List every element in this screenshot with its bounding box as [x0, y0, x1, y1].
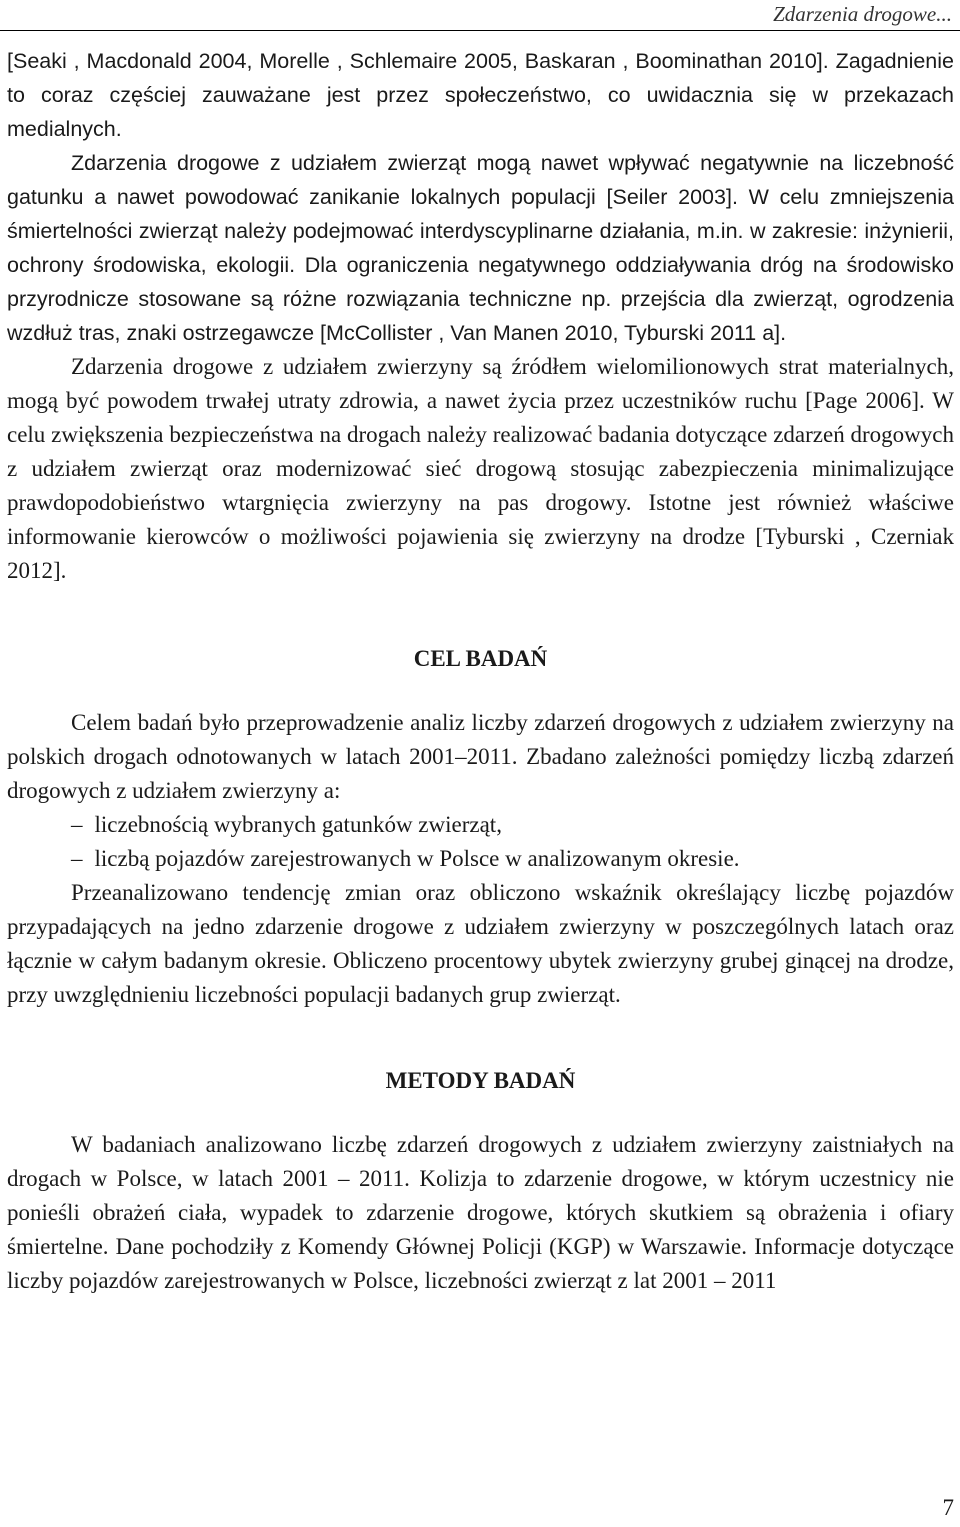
list-item-text: liczbą pojazdów zarejestrowanych w Polsce w analizowanym okresie.: [94, 846, 740, 871]
page-number: 7: [942, 1495, 954, 1520]
section-heading-metody: METODY BADAŃ: [385, 1068, 576, 1093]
intro-paragraph-3: Zdarzenia drogowe z udziałem zwierzyny są źródłem wielomilionowych strat materialnych, mogą być powodem trwałej utraty zdrowia, a nawet życia przez uczestników ruchu [Page 2006]. W celu zwiększenia bezpieczeństwa na drogach należy realizować badania dotyczące zdarzeń drogowych z udziałem zwierząt oraz modernizować sieć drogową stosując zabezpieczenia minimalizujące prawdopodobieństwo wtargnięcia zwierzyny na pas drogowy. Istotne jest również właściwe informowanie kierowców o możliwości pojawienia się zwierzyny na drodze [Tyburski , Czerniak 2012].: [7, 354, 954, 583]
section-heading-cel: CEL BADAŃ: [413, 646, 548, 671]
running-head-title: Zdarzenia drogowe...: [773, 2, 952, 26]
metody-paragraph-1: W badaniach analizowano liczbę zdarzeń drogowych z udziałem zwierzyny zaistniałych na drogach w Polsce, w latach 2001 – 2011. Kolizja to zdarzenie drogowe, w którym uczestnicy nie ponieśli obrażeń ciała, wypadek to zdarzenie drogowe, których skutkiem są obrażenia i ofiary śmiertelne. Dane pochodziły z Komendy Głównej Policji (KGP) w Warszawie. Informacje dotyczące liczby pojazdów zarejestrowanych w Polsce, liczebności zwierząt z lat 2001 – 2011: [7, 1132, 954, 1293]
list-item: [7, 808, 954, 842]
intro-paragraph-2: Zdarzenia drogowe z udziałem zwierząt mogą nawet wpływać negatywnie na liczebność gatunku a nawet powodować zanikanie lokalnych populacji [Seiler 2003]. W celu zmniejszenia śmiertelności zwierząt należy podejmować interdyscyplinarne działania, m.in. w zakresie: inżynierii, ochrony środowiska, ekologii. Dla ograniczenia negatywnego oddziaływania dróg na środowisko przyrodnicze stosowane są różne rozwiązania techniczne np. przejścia dla zwierząt, ogrodzenia wzdłuż tras, znaki ostrzegawcze [McCollister , Van Manen 2010, Tyburski 2011 a].: [7, 151, 954, 345]
list-item-text: liczebnością wybranych gatunków zwierząt,: [94, 812, 502, 837]
running-head: [0, 0, 960, 31]
intro-section: [7, 44, 954, 350]
cel-list: [7, 808, 954, 876]
cel-paragraph-1: Celem badań było przeprowadzenie analiz liczby zdarzeń drogowych z udziałem zwierzyny na polskich drogach odnotowanych w latach 2001–2011. Zbadano zależności pomiędzy liczbą zdarzeń drogowych z udziałem zwierzyny a:: [7, 710, 954, 803]
list-dash: –: [71, 846, 83, 871]
list-dash: –: [71, 812, 83, 837]
page-content: [7, 44, 954, 1298]
list-item: [7, 842, 954, 876]
cel-paragraph-2: Przeanalizowano tendencję zmian oraz obliczono wskaźnik określający liczbę pojazdów przypadających na jedno zdarzenie drogowe z udziałem zwierzyny w poszczególnych latach oraz łącznie w całym badanym okresie. Obliczeno procentowy ubytek zwierzyny grubej ginącej na drodze, przy uwzględnieniu liczebności populacji badanych grup zwierząt.: [7, 880, 954, 1007]
intro-paragraph-1: [Seaki , Macdonald 2004, Morelle , Schlemaire 2005, Baskaran , Boominathan 2010]. Zagadnienie to coraz częściej zauważane jest przez społeczeństwo, co uwidacznia się w przekazach medialnych.: [7, 49, 954, 141]
